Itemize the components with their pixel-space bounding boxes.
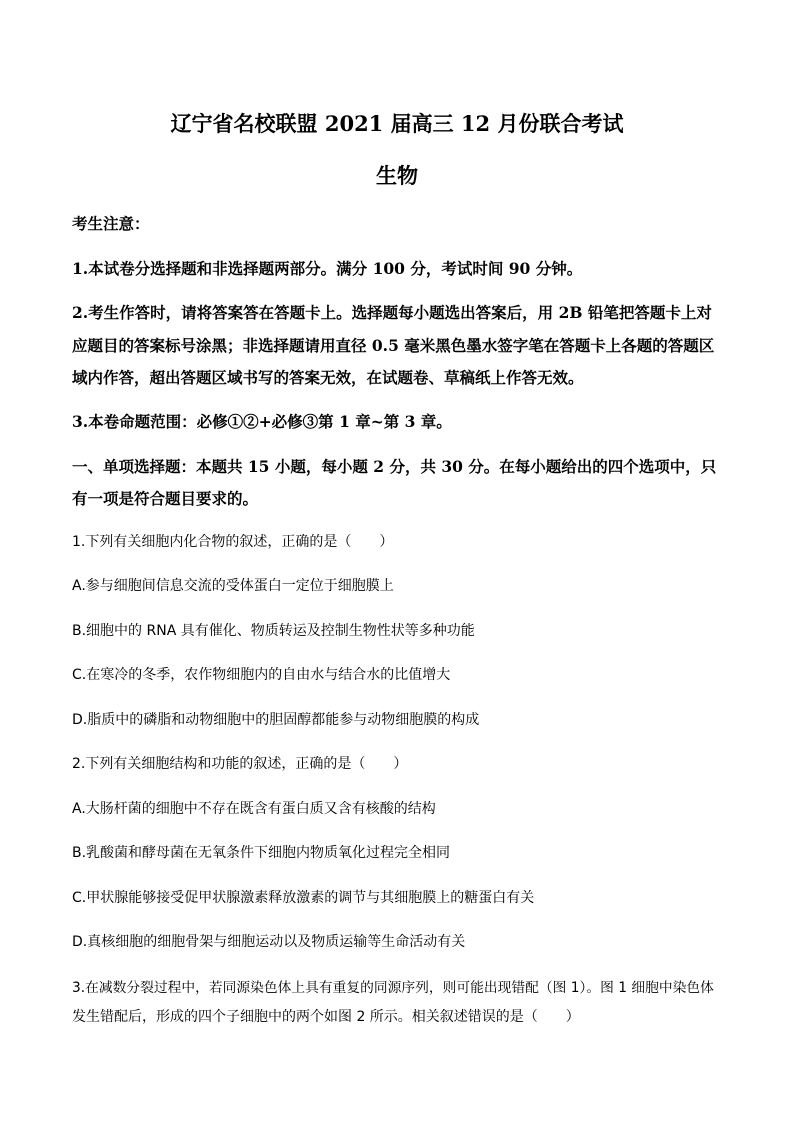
question-2-option-a: A.大肠杆菌的细胞中不存在既含有蛋白质又含有核酸的结构 bbox=[72, 801, 436, 817]
question-2-stem: 2.下列有关细胞结构和功能的叙述，正确的是（ ） bbox=[72, 756, 408, 772]
notice-item-2-line-2: 应题目的答案标号涂黑；非选择题请用直径 0.5 毫米黑色墨水签字笔在答题卡上各题的答题区 bbox=[72, 336, 715, 355]
exam-title: 辽宁省名校联盟 2021 届高三 12 月份联合考试 bbox=[170, 111, 624, 136]
question-1-option-b: B.细胞中的 RNA 具有催化、物质转运及控制生物性状等多种功能 bbox=[72, 623, 475, 639]
question-2-option-b: B.乳酸菌和酵母菌在无氧条件下细胞内物质氧化过程完全相同 bbox=[72, 845, 451, 861]
notice-heading: 考生注意： bbox=[72, 214, 150, 233]
question-1-stem: 1.下列有关细胞内化合物的叙述，正确的是（ ） bbox=[72, 534, 394, 550]
question-3-stem-line-2: 发生错配后，形成的四个子细胞中的两个如图 2 所示。相关叙述错误的是（ ） bbox=[72, 1009, 580, 1025]
notice-item-2-line-3: 域内作答，超出答题区域书写的答案无效，在试题卷、草稿纸上作答无效。 bbox=[72, 368, 584, 387]
question-2-option-d: D.真核细胞的细胞骨架与细胞运动以及物质运输等生命活动有关 bbox=[72, 934, 466, 950]
question-2-option-c: C.甲状腺能够接受促甲状腺激素释放激素的调节与其细胞膜上的糖蛋白有关 bbox=[72, 890, 535, 906]
question-1-option-c: C.在寒冷的冬季，农作物细胞内的自由水与结合水的比值增大 bbox=[72, 667, 451, 683]
notice-item-1: 1.本试卷分选择题和非选择题两部分。满分 100 分，考试时间 90 分钟。 bbox=[72, 259, 583, 278]
exam-subject: 生物 bbox=[376, 163, 418, 188]
question-1-option-d: D.脂质中的磷脂和动物细胞中的胆固醇都能参与动物细胞膜的构成 bbox=[72, 712, 480, 728]
question-3-stem-line-1: 3.在减数分裂过程中，若同源染色体上具有重复的同源序列，则可能出现错配（图 1）。图 1 细胞中染色体 bbox=[72, 980, 714, 996]
notice-item-2-line-1: 2.考生作答时，请将答案答在答题卡上。选择题每小题选出答案后，用 2B 铅笔把答题卡上对 bbox=[72, 303, 712, 322]
notice-item-3: 3.本卷命题范围：必修①②+必修③第 1 章~第 3 章。 bbox=[72, 412, 452, 431]
section-heading-line-2: 有一项是符合题目要求的。 bbox=[72, 489, 259, 508]
question-1-option-a: A.参与细胞间信息交流的受体蛋白一定位于细胞膜上 bbox=[72, 578, 394, 594]
section-heading-line-1: 一、单项选择题：本题共 15 小题，每小题 2 分，共 30 分。在每小题给出的四个选项中，只 bbox=[72, 457, 717, 476]
